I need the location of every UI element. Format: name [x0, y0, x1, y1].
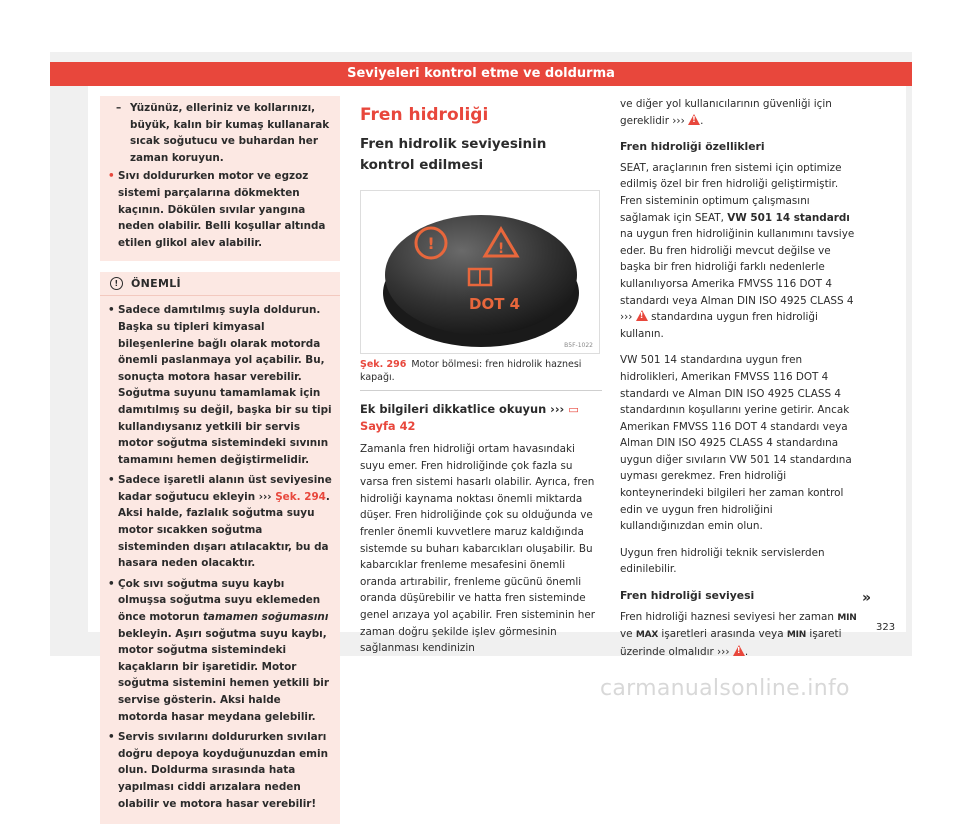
- info-circle-icon: !: [110, 277, 123, 290]
- min-mark: MIN: [837, 612, 857, 623]
- notice-item: [108, 302, 332, 468]
- watermark: carmanualsonline.info: [600, 676, 850, 701]
- notice-item: [108, 729, 332, 812]
- column-right: [620, 96, 860, 670]
- section-subtitle: Fren hidrolik seviyesinin kontrol edilmesi: [360, 136, 547, 173]
- max-mark: MAX: [635, 630, 659, 641]
- bullet-marker: •: [108, 474, 115, 487]
- page-header: Seviyeleri kontrol etme ve doldurma: [50, 62, 912, 86]
- brake-fluid-cap-illustration: [361, 191, 601, 355]
- figure-label: Şek. 296: [360, 359, 407, 370]
- bullet-list-item: [108, 168, 332, 251]
- notice-box: [100, 272, 340, 824]
- body-paragraph: Zamanla fren hidroliği ortam havasındaki suyu emer. Fren hidroliğinde çok fazla su varsa fren sistemi hasarlı olabilir. Ayrıca, fren hidroliği kaynama noktası önemli miktarda düşer. Fren hidroliğinde çok su olduğunda ve frenler önemli kuvvetlere maruz kaldığında sistemde su buharı kabarcıkları oluşabilir. Bu kabarcıklar frenleme mesafesini önemli oranda artırabilir, frenleme gücünü önemli oranda düşürebilir ve hatta fren sisteminde genel arızaya yol açabilir. Fren sisteminin her zaman doğru şekilde işlev görmesinin sağlanması kendinizin: [360, 443, 595, 655]
- warning-continuation: [100, 96, 340, 261]
- notice-item-text: Sadece damıtılmış suyla doldurun. Başka su tipleri kimyasal bileşenlerine bağlı olarak motorda önemli paslanmaya yol açabilir. Bu, sonuçta motora hasar verebilir. Soğutma suyunu tamamlamak için damıtılmış su değil, başka bir su tipi kullandıysanız yetkili bir servis motor soğutma sistemindeki sıvının tamamını hemen değiştirmelidir.: [118, 304, 332, 466]
- dash-marker: –: [116, 102, 122, 114]
- notice-item-text: Çok sıvı soğutma suyu kaybı olmuşsa soğutma suyu eklemeden önce motorun tamamen soğumasını bekleyin. Aşırı soğutma suyu kaybı, motor soğutma sistemindeki kaçakların bir işaretidir. Motor soğutma sistemini hemen yetkili bir servise gösterin. Aksi halde motorda hasar meydana gelebilir.: [118, 577, 329, 723]
- figure-caption: [360, 358, 602, 391]
- column-middle: [360, 96, 602, 657]
- paragraph: ve diğer yol kullanıcılarının güvenliği için gereklidir ››› ! .: [620, 96, 860, 129]
- warning-triangle-icon[interactable]: [636, 310, 648, 321]
- bullet-item-text: Sıvı doldururken motor ve egzoz sistemi parçalarına dökmekten kaçının. Dökülen sıvılar yangına neden olabilir. Belli koşullar altında etilen glikol alev alabilir.: [118, 170, 326, 249]
- svg-text:!: !: [497, 241, 505, 257]
- bullet-marker: •: [108, 577, 115, 590]
- warning-triangle-icon[interactable]: [733, 645, 745, 656]
- notice-header: [100, 272, 340, 296]
- notice-item: [108, 472, 332, 572]
- bullet-marker: •: [108, 170, 115, 183]
- notice-title: ÖNEMLİ: [131, 276, 181, 290]
- notice-item-text: Sadece işaretli alanın üst seviyesine kadar soğutucu ekleyin ››› Şek. 294. Aksi halde, fazlalık soğutma suyu motor sıcakken soğutma sisteminden dışarı atılacaktır, bu da hasara neden olacaktır.: [118, 474, 332, 570]
- min-mark: MIN: [786, 630, 807, 641]
- dash-item-text: Yüzünüz, elleriniz ve kollarınızı, büyük, kalın bir kumaş kullanarak sıcak soğutucu ve buhardan her zaman koruyun.: [130, 102, 330, 164]
- bullet-marker: •: [108, 731, 115, 744]
- subheading-level: Fren hidroliği seviyesi: [620, 589, 755, 603]
- paragraph: Uygun fren hidroliği teknik servislerden edinilebilir.: [620, 546, 825, 576]
- notice-body: [100, 296, 340, 824]
- bullet-marker: •: [108, 304, 115, 317]
- figure-brake-fluid-cap: [360, 190, 600, 354]
- paragraph: SEAT, araçlarının fren sistemi için optimize edilmiş özel bir fren hidroliği geliştirmiştir. Fren sisteminin optimum çalışmasını sağlamak için SEAT, VW 501 14 standardı na uygun fren hidroliğinin kullanımını tavsiye eder. Bu fren hidroliği mevcut değilse ve başka bir fren hidroliği farklı nedenlerle kullanılıyorsa Amerika FMVSS 116 DOT 4 standardı veya Alman DIN ISO 4925 CLASS 4 ››› ! standardına uygun fren hidroliği kullanın.: [620, 160, 860, 343]
- subheading-properties: Fren hidroliği özellikleri: [620, 140, 765, 154]
- notice-item: [108, 576, 332, 725]
- paragraph: VW 501 14 standardına uygun fren hidrolikleri, Amerikan FMVSS 116 DOT 4 standardı ve Alman DIN ISO 4925 CLASS 4 standardının koşullarını yerine getirir. Ancak Amerikan FMVSS 116 DOT 4 standardı veya Alman DIN ISO 4925 CLASS 4 standardına uygun diğer sıvıların VW 501 14 standardına uyması gerekmez. Fren hidroliği konteynerindeki bilgileri her zaman kontrol edin ve uygun fren hidroliğini kullandığınızdan emin olun.: [620, 354, 852, 533]
- column-left: [100, 96, 340, 824]
- warning-triangle-icon[interactable]: [688, 114, 700, 125]
- book-icon: ▭: [568, 402, 579, 416]
- dash-list-item: [108, 100, 332, 166]
- additional-info-heading: Ek bilgileri dikkatlice okuyun ››› ▭ Sayfa 42: [360, 402, 579, 433]
- svg-text:!: !: [427, 234, 435, 253]
- figure-reference-link[interactable]: Şek. 294: [275, 490, 326, 503]
- cap-label-text: DOT 4: [469, 295, 521, 313]
- caption-text: Motor bölmesi: fren hidrolik haznesi kapağı.: [360, 359, 582, 383]
- paragraph: Fren hidroliği haznesi seviyesi her zaman MIN ve MAX işaretleri arasında veya MIN işareti üzerinde olmalıdır ››› ! .: [620, 609, 860, 661]
- continue-arrow-icon: »: [862, 590, 872, 606]
- notice-item-text: Servis sıvılarını doldururken sıvıları doğru depoya koyduğunuzdan emin olun. Doldurma sırasında hata yapılması ciddi arızalara neden olabilir ve motora hasar verebilir!: [118, 731, 328, 810]
- figure-code: B5F-1022: [564, 342, 593, 349]
- page-number: 323: [876, 622, 896, 633]
- section-title: Fren hidroliği: [360, 105, 489, 125]
- page-reference-link[interactable]: Sayfa 42: [360, 419, 416, 433]
